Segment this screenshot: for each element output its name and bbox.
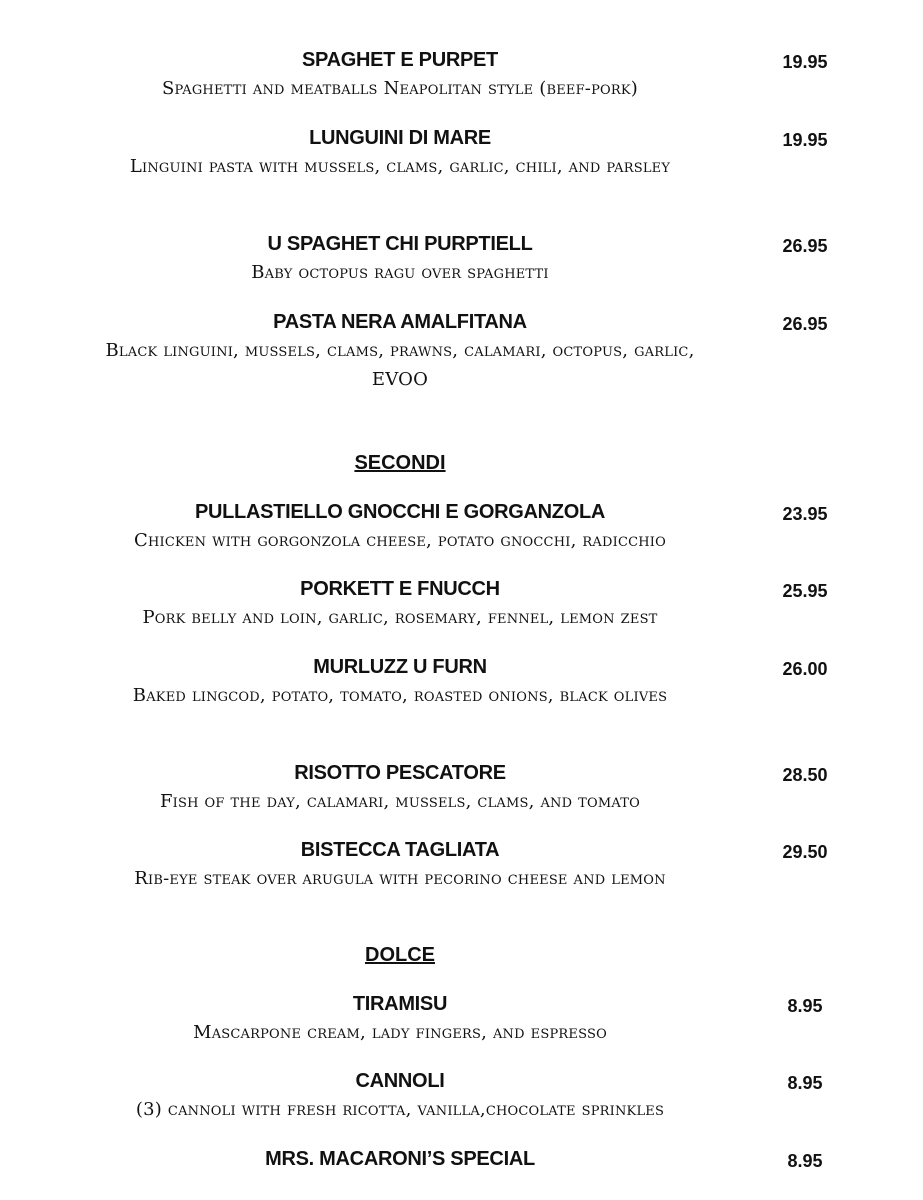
item-description: Mascarpone cream, lady fingers, and espresso <box>193 1022 607 1043</box>
section-heading-dolce: DOLCE <box>365 944 435 966</box>
item-price: 8.95 <box>787 1151 823 1171</box>
item-name: U SPAGHET CHI PURPTIELL <box>267 233 533 255</box>
item-name: PORKETT E FNUCCH <box>300 578 500 600</box>
item-description: Linguini pasta with mussels, clams, garlic, chili, and parsley <box>129 156 671 177</box>
item-name: MURLUZZ U FURN <box>313 656 487 678</box>
item-price: 28.50 <box>782 765 828 785</box>
item-description: Spaghetti and meatballs Neapolitan style (beef-pork) <box>161 78 639 99</box>
item-price: 26.00 <box>782 659 828 679</box>
item-description: Pork belly and loin, garlic, rosemary, fennel, lemon zest <box>142 607 658 628</box>
item-name: TIRAMISU <box>352 993 448 1015</box>
item-name: PULLASTIELLO GNOCCHI E GORGANZOLA <box>194 501 606 523</box>
item-name: CANNOLI <box>355 1070 445 1092</box>
item-name: BISTECCA TAGLIATA <box>300 839 500 861</box>
item-price: 8.95 <box>787 1073 823 1093</box>
item-name: PASTA NERA AMALFITANA <box>273 311 527 333</box>
item-price: 29.50 <box>782 842 828 862</box>
item-price: 19.95 <box>782 52 828 72</box>
item-price: 26.95 <box>782 314 828 334</box>
item-name: MRS. MACARONI’S SPECIAL <box>265 1148 535 1170</box>
item-price: 26.95 <box>782 236 828 256</box>
item-description: Rib-eye steak over arugula with pecorino cheese and lemon <box>134 868 666 889</box>
item-name: RISOTTO PESCATORE <box>294 762 506 784</box>
item-price: 23.95 <box>782 504 828 524</box>
item-name: SPAGHET E PURPET <box>302 49 498 71</box>
item-description: (3) cannoli with fresh ricotta, vanilla,chocolate sprinkles <box>135 1099 665 1120</box>
item-price: 19.95 <box>782 130 828 150</box>
item-description: Baby octopus ragu over spaghetti <box>251 262 549 283</box>
item-price: 8.95 <box>787 996 823 1016</box>
section-heading-secondi: SECONDI <box>354 452 446 474</box>
item-description: Fish of the day, calamari, mussels, clams, and tomato <box>159 791 641 812</box>
item-price: 25.95 <box>782 581 828 601</box>
item-name: LUNGUINI DI MARE <box>309 127 491 149</box>
item-description: Black linguini, mussels, clams, prawns, calamari, octopus, garlic, EVOO <box>105 340 695 390</box>
item-description: Baked lingcod, potato, tomato, roasted onions, black olives <box>132 685 668 706</box>
item-description: Chicken with gorgonzola cheese, potato gnocchi, radicchio <box>134 530 666 551</box>
